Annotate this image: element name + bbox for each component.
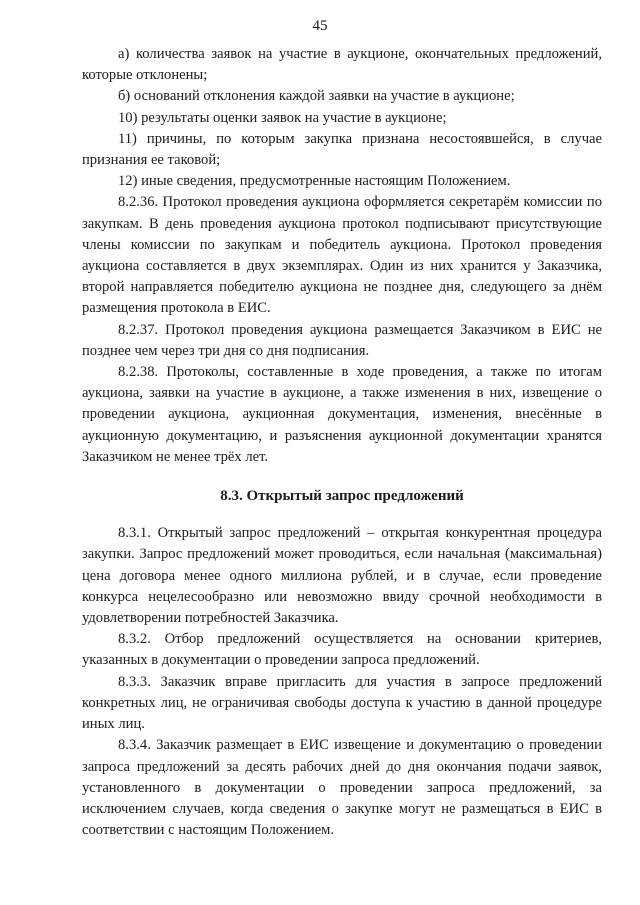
paragraph-8-2-38: 8.2.38. Протоколы, составленные в ходе проведения, а также по итогам аукциона, заявки на участие в аукционе, а также изменения в них, извещение о проведении аукциона, аукционная документация, изменения, внесённые в аукционную документацию, и разъяснения аукционной документации хранятся Заказчиком не менее трёх лет. <box>82 364 602 465</box>
paragraph-b-rejection-grounds: б) оснований отклонения каждой заявки на участие в аукционе; <box>118 88 515 105</box>
paragraph-8-3-2: 8.3.2. Отбор предложений осуществляется на основании критериев, указанных в документации о проведении запроса предложений. <box>82 631 602 669</box>
paragraph-8-2-37: 8.2.37. Протокол проведения аукциона размещается Заказчиком в ЕИС не позднее чем через три дня со дня подписания. <box>82 321 602 359</box>
document-body <box>82 44 602 841</box>
paragraph-8-2-36: 8.2.36. Протокол проведения аукциона оформляется секретарём комиссии по закупкам. В день проведения аукциона протокол подписывают присутствующие члены комиссии по закупкам и победитель аукциона. Протокол проведения аукциона составляется в двух экземплярах. Один из них хранится у Заказчика, второй направляется победителю аукциона не позднее дня, следующего за днём размещения протокола в ЕИС. <box>82 194 602 317</box>
paragraph-12-other-info: 12) иные сведения, предусмотренные настоящим Положением. <box>118 173 511 190</box>
paragraph-8-3-4: 8.3.4. Заказчик размещает в ЕИС извещение и документацию о проведении запроса предложений за десять рабочих дней до дня окончания подачи заявок, установленного в документации о проведении запроса предложений, за исключением случаев, когда сведения о закупке могут не размещаться в ЕИС в соответствии с настоящим Положением. <box>82 737 602 839</box>
paragraph-11-failure-reasons: 11) причины, по которым закупка признана несостоявшейся, в случае признания ее таковой; <box>82 130 602 169</box>
page-number: 45 <box>312 18 328 34</box>
paragraph-10-evaluation-results: 10) результаты оценки заявок на участие в аукционе; <box>118 109 447 126</box>
paragraph-a-rejected-count: а) количества заявок на участие в аукционе, окончательных предложений, которые отклонены; <box>82 46 602 84</box>
paragraph-8-3-3: 8.3.3. Заказчик вправе пригласить для участия в запросе предложений конкретных лиц, не ограничивая свободы доступа к участию в данной процедуре иных лиц. <box>82 673 602 733</box>
paragraph-8-3-1: 8.3.1. Открытый запрос предложений – открытая конкурентная процедура закупки. Запрос предложений может проводиться, если начальная (максимальная) цена договора менее одного миллиона рублей, и в случае, если проведение конкурса нецелесообразно или невозможно ввиду срочной необходимости в удовлетворении потребностей Заказчика. <box>82 525 602 627</box>
section-heading-8-3: 8.3. Открытый запрос предложений <box>220 488 464 505</box>
